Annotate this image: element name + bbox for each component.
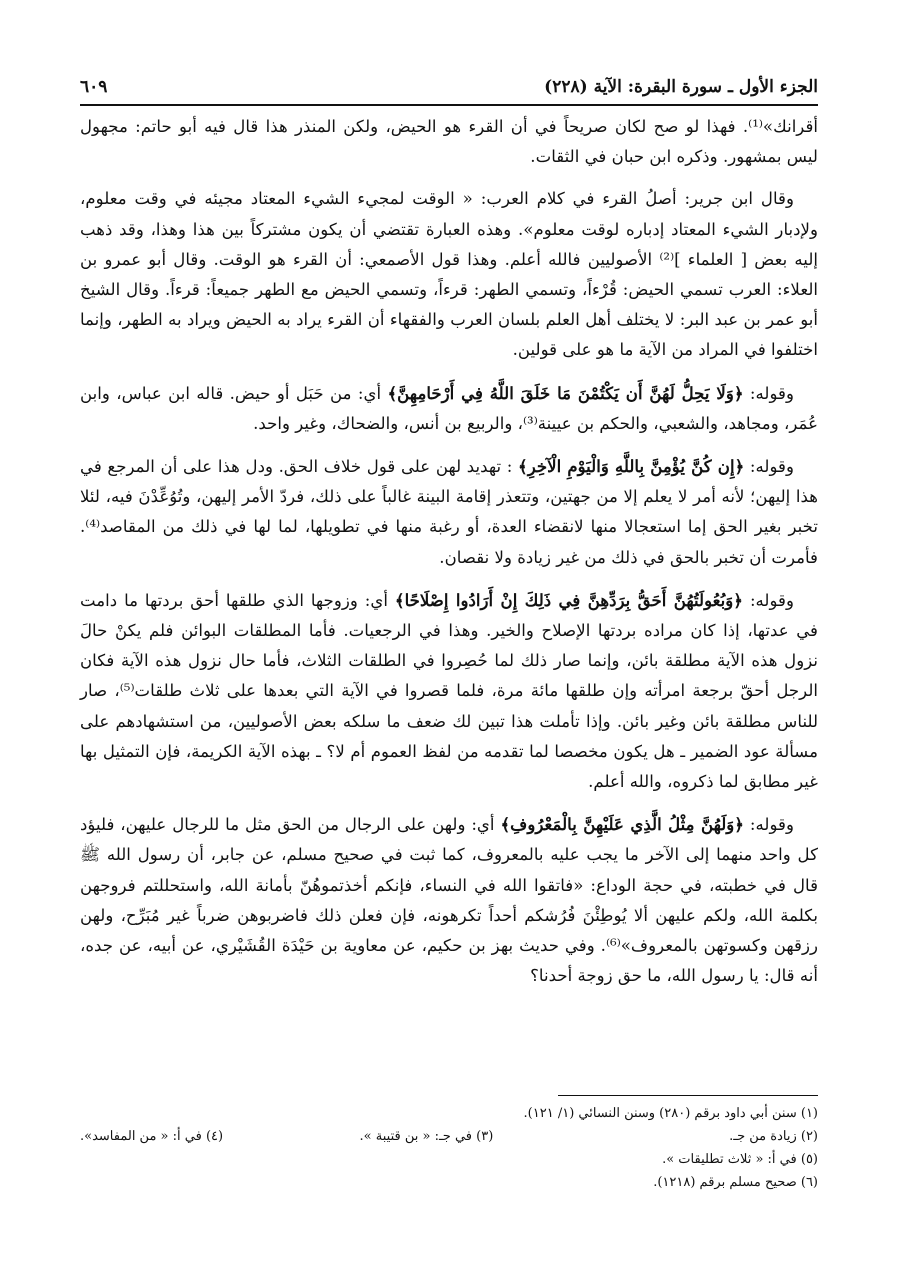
footnotes xyxy=(80,1095,818,1194)
paragraph xyxy=(80,112,818,172)
footnote: (٥) في أ: « ثلاث تطليقات ». xyxy=(662,1152,818,1167)
paragraph-lead: وقوله: xyxy=(743,383,794,403)
footnote: (٦) صحيح مسلم برقم (١٢١٨). xyxy=(653,1175,818,1190)
paragraph-lead: وقوله: xyxy=(743,590,795,610)
paragraph-lead: وقوله: xyxy=(744,457,794,477)
paragraph-text: أقرانك»⁽¹⁾. فهذا لو صح لكان صريحاً في أن القرء هو الحيض، ولكن المنذر هذا قال فيه أبو حاتم: مجهول ليس بمشهور. وذكره ابن حبان في الثقات. xyxy=(80,117,818,167)
paragraph-text: وقال ابن جرير: أصلُ القرء في كلام العرب: « الوقت لمجيء الشيء المعتاد مجيئه في وقت معلوم، ولإدبار الشيء المعتاد إدباره لوقت معلوم». وهذه العبارة تقتضي أن يكون مشتركاً بين هذا وهذا، وقد ذهب إليه بعض [ العلماء ]⁽²⁾ الأصوليين فالله أعلم. وهذا قول الأصمعي: أن القرء هو الوقت. وقال أبو عمرو بن العلاء: العرب تسمي الحيض: قُرْءاً، وتسمي الطهر: قرءاً، وتسمي الحيض مع الطهر جميعاً: قرءاً. وقال الشيخ أبو عمر بن عبد البر: لا يختلف أهل العلم بلسان العرب والفقهاء أن القرء يراد به الحيض ويراد به الطهر، وإنما اختلفوا في المراد من الآية ما هو على قولين. xyxy=(80,189,818,360)
footnote: (١) سنن أبي داود برقم (٢٨٠) وسنن النسائي (١/ ١٢١). xyxy=(523,1106,818,1121)
paragraph xyxy=(80,378,818,439)
page-number: ٦٠٩ xyxy=(80,77,108,97)
footnote: (٢) زيادة من جـ. xyxy=(729,1129,818,1144)
footnote-row xyxy=(80,1125,818,1148)
paragraph xyxy=(80,451,818,573)
running-title: الجزء الأول ـ سورة البقرة: الآية (٢٢٨) xyxy=(544,77,818,97)
quran-verse: ﴿وَلَا يَحِلُّ لَهُنَّ أَن يَكْتُمْنَ مَا خَلَقَ اللَّهُ فِي أَرْحَامِهِنَّ﴾ xyxy=(387,382,744,403)
paragraph-text: أي: ولهن على الرجال من الحق مثل ما للرجال عليهن، فليؤد كل واحد منهما إلى الآخر ما يجب عليه بالمعروف، كما ثبت في صحيح مسلم، عن جابر، أن رسول الله ﷺ قال في خطبته، في حجة الوداع: «فاتقوا الله في النساء، فإنكم أخذتموهُنّ بأمانة الله، واستحللتم فروجهن بكلمة الله، ولكم عليهن ألا يُوطِئْنَ فُرُشكم أحداً تكرهونه، فإن فعلن ذلك فاضربوهن ضرباً غير مُبَرِّح، ولهن رزقهن وكسوتهن بالمعروف»⁽⁶⁾. وفي حديث بهز بن حكيم، عن معاوية بن حَيْدَة القُشَيْري، عن أبيه، عن جده، أنه قال: يا رسول الله، ما حق زوجة أحدنا؟ xyxy=(80,815,818,986)
footnote-rule xyxy=(558,1095,818,1096)
quran-verse: ﴿وَبُعُولَتُهُنَّ أَحَقُّ بِرَدِّهِنَّ فِي ذَلِكَ إِنْ أَرَادُوا إِصْلَاحًا﴾ xyxy=(394,589,744,610)
paragraph-lead: وقوله: xyxy=(744,815,794,835)
quran-verse: ﴿وَلَهُنَّ مِثْلُ الَّذِي عَلَيْهِنَّ بِالْمَعْرُوفِ﴾ xyxy=(500,814,745,835)
paragraph xyxy=(80,184,818,365)
paragraph-text: أي: وزوجها الذي طلقها أحق بردتها ما دامت في عدتها، إذا كان مراده بردتها الإصلاح والخير. وهذا في الرجعيات. فأما المطلقات البوائن فلم يكنْ حالَ نزول هذه الآية مطلقة بائن، وإنما صار ذلك لما حُصِروا في الطلقات الثلاث، فأما حال نزول هذه الآية فكان الرجل أحقّ برجعة امرأته وإن طلقها مائة مرة، فلما قصروا في الآية التي بعدها على ثلاث طلقات⁽⁵⁾، صار للناس مطلقة بائن وغير بائن. وإذا تأملت هذا تبين لك ضعف ما سلكه بعض الأصوليين، من استشهادهم على مسألة عود الضمير ـ هل يكون مخصصا لما تقدمه من لفظ العموم أم لا؟ ـ بهذه الآية الكريمة، فإن التمثيل بها غير مطابق لما ذكروه، والله أعلم. xyxy=(80,590,818,792)
paragraph-text: أي: من حَبَل أو حيض. قاله ابن عباس، وابن عُمَر، ومجاهد، والشعبي، والحكم بن عيينة⁽³⁾، والربيع بن أنس، والضحاك، وغير واحد. xyxy=(80,383,818,433)
running-head xyxy=(80,70,818,106)
footnote: (٤) في أ: « من المفاسد». xyxy=(80,1129,224,1144)
paragraph xyxy=(80,585,818,797)
footnote: (٣) في جـ: « بن قتيبة ». xyxy=(359,1129,494,1144)
page-body xyxy=(80,70,818,1003)
paragraph xyxy=(80,809,818,991)
paragraph-text: : تهديد لهن على قول خلاف الحق. ودل هذا على أن المرجع في هذا إليهن؛ لأنه أمر لا يعلم إلا من جهتين، وتتعذر إقامة البينة غالباً على ذلك، فردّ الأمر إليهن، وتُوُعِّدْنَ فيه، لئلا تخبر بغير الحق إما استعجالا منها لانقضاء العدة، أو رغبة منها في تطويلها، لما لها في ذلك من المقاصد⁽⁴⁾. فأمرت أن تخبر بالحق في ذلك من غير زيادة ولا نقصان. xyxy=(80,457,819,567)
quran-verse: ﴿إِن كُنَّ يُؤْمِنَّ بِاللَّهِ وَالْيَوْمِ الْآخِرِ﴾ xyxy=(517,456,745,477)
